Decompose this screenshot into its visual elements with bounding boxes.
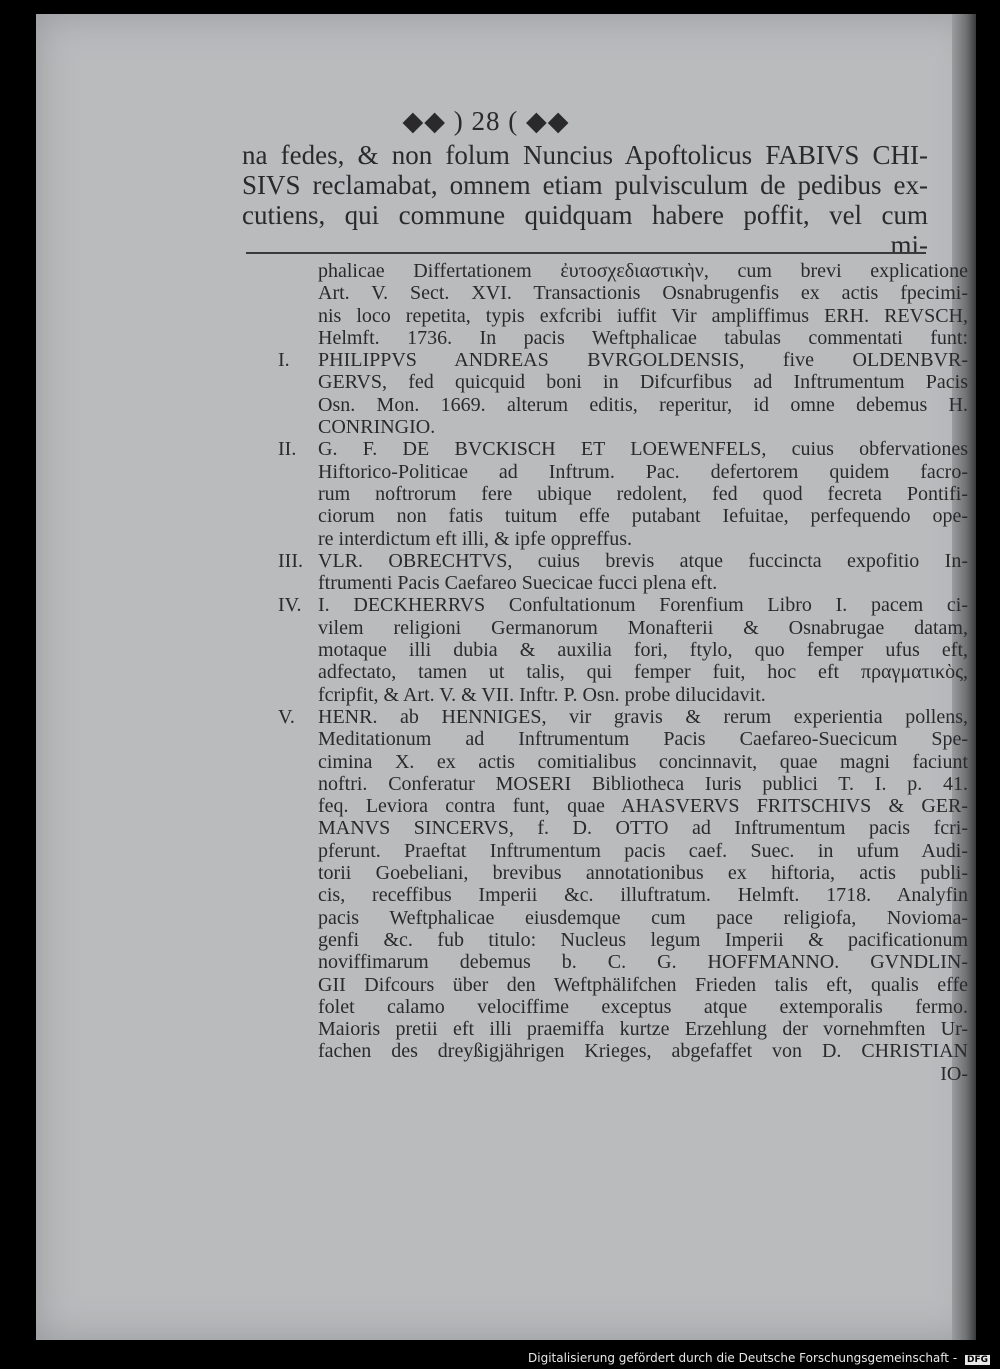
credit-text: Digitalisierung gefördert durch die Deutsche Forschungsgemeinschaft -	[528, 1351, 958, 1365]
footnote-item-line	[278, 438, 968, 460]
footnote-line: Art. V. Sect. XVI. Transactionis Osnabrugenfis ex actis fpecimi-	[318, 282, 968, 305]
footnote-item-line	[278, 594, 968, 616]
footnote-line: Maioris pretii eft illi praemiffa kurtze Erzehlung der vornehmften Ur-	[318, 1018, 968, 1041]
footnote-line: VLR. OBRECHTVS, cuius brevis atque fuccincta expofitio In-	[318, 549, 968, 572]
footnote-line: feq. Leviora contra funt, quae AHASVERVS FRITSCHIVS & GER-	[318, 795, 968, 818]
footnote-line: pferunt. Praeftat Inftrumentum pacis caef. Suec. in ufum Audi-	[318, 839, 968, 862]
footnote-line: re interdictum eft illi, & ipfe oppreffus.	[318, 527, 632, 550]
footnote-line: torii Goebeliani, brevibus annotationibus ex hiftoria, actis publi-	[318, 862, 968, 885]
footnote-line: folet calamo velociffime exceptus atque extemporalis fermo.	[318, 995, 968, 1018]
main-line: mi-	[890, 230, 928, 260]
footnote-line: Osn. Mon. 1669. alterum editis, reperitur, id omne debemus H.	[318, 393, 968, 416]
footnote-line: PHILIPPVS ANDREAS BVRGOLDENSIS, five OLDENBVR-	[318, 349, 968, 372]
footnote-item-line	[278, 706, 968, 728]
footnote-line: phalicae Differtationem ἐυτοσχεδιαστικὴν, cum brevi explicatione	[318, 260, 968, 282]
document-page	[36, 14, 976, 1340]
footnote-line: HENR. ab HENNIGES, vir gravis & rerum experientia pollens,	[318, 705, 968, 728]
footnote-line: cimina X. ex actis comitialibus concinnavit, quae magni faciunt	[318, 750, 968, 773]
footnote-item-line	[278, 550, 968, 572]
footnote-line: Helmft. 1736. In pacis Weftphalicae tabulas commentati funt:	[318, 326, 968, 349]
footnote-line: fachen des dreyßigjährigen Krieges, abgefaffet von D. CHRISTIAN	[318, 1040, 968, 1063]
item-number: IV.	[278, 594, 302, 617]
footnote-line: adfectato, tamen ut talis, qui femper fuit, hoc eft πραγματικὸς,	[318, 661, 968, 684]
footnote-line: GII Difcours über den Weftphälifchen Frieden talis eft, qualis effe	[318, 973, 968, 996]
footnote-line: pacis Weftphalicae eiusdemque cum pace religiofa, Noviomа-	[318, 906, 968, 929]
item-number: V.	[278, 705, 295, 728]
footnote-line: noftri. Conferatur MOSERI Bibliotheca Iuris publici T. I. p. 41.	[318, 772, 968, 795]
item-number: I.	[278, 349, 290, 372]
main-line: SIVS reclamabat, omnem etiam pulvisculum de pedibus ex-	[242, 170, 928, 200]
footnote-line: Meditationum ad Inftrumentum Pacis Caefareo-Suecicum Spe-	[318, 728, 968, 751]
footnote-line: cis, receffibus Imperii &c. illuftratum. Helmft. 1718. Analyfin	[318, 884, 968, 907]
footnote-block	[278, 260, 968, 1085]
footnote-line: nis loco repetita, typis exfcribi iuffit Vir ampliffimus ERH. REVSCH,	[318, 304, 968, 327]
digitization-credit	[0, 1351, 1000, 1365]
footnote-line: Hiftorico-Politicae ad Inftrum. Pac. defertorem quidem facro-	[318, 460, 968, 483]
footnote-line: IO-	[940, 1062, 968, 1085]
dfg-logo: DFG	[966, 1355, 988, 1365]
main-line: cutiens, qui commune quidquam habere poffit, vel cum	[242, 200, 928, 230]
footnote-line: CONRINGIO.	[318, 416, 436, 439]
main-text	[242, 140, 928, 260]
footnote-line: GERVS, fed quicquid boni in Difcurfibus ad Inftrumentum Pacis	[318, 371, 968, 394]
footnote-line: MANVS SINCERVS, f. D. OTTO ad Inftrumentum pacis fcri-	[318, 817, 968, 840]
footnote-line: ftrumenti Pacis Caefareo Suecicae fucci plena eft.	[318, 572, 718, 595]
item-number: III.	[278, 549, 303, 572]
footnote-line: ciorum non fatis tuitum effe putabant Iefuitae, perfequendo ope-	[318, 505, 968, 528]
footnote-item-line	[278, 349, 968, 371]
footnote-line: rum noftrorum fere ubique redolent, fed quod fecreta Pontifi-	[318, 482, 968, 505]
footnote-line: G. F. DE BVCKISCH ET LOEWENFELS, cuius obfervationes	[318, 438, 968, 461]
footnote-divider	[246, 252, 926, 254]
footnote-line: noviffimarum debemus b. C. G. HOFFMANNO. GVNDLIN-	[318, 951, 968, 974]
item-number: II.	[278, 438, 297, 461]
footnote-line: motaque illi dubia & auxilia fori, ftylo, quo femper ufus eft,	[318, 639, 968, 662]
footnote-line: I. DECKHERRVS Confultationum Forenfium Libro I. pacem ci-	[318, 594, 968, 617]
main-line: na fedes, & non folum Nuncius Apoftolicus FABIVS CHI-	[242, 140, 928, 170]
page-number: ◆◆ ) 28 ( ◆◆	[402, 106, 570, 136]
footnote-line: genfi &c. fub titulo: Nucleus legum Imperii & pacificationum	[318, 928, 968, 951]
footnote-line: fcripfit, & Art. V. & VII. Inftr. P. Osn. probe dilucidavit.	[318, 683, 766, 706]
footnote-line: vilem religioni Germanorum Monafterii & Osnabrugae datam,	[318, 616, 968, 639]
